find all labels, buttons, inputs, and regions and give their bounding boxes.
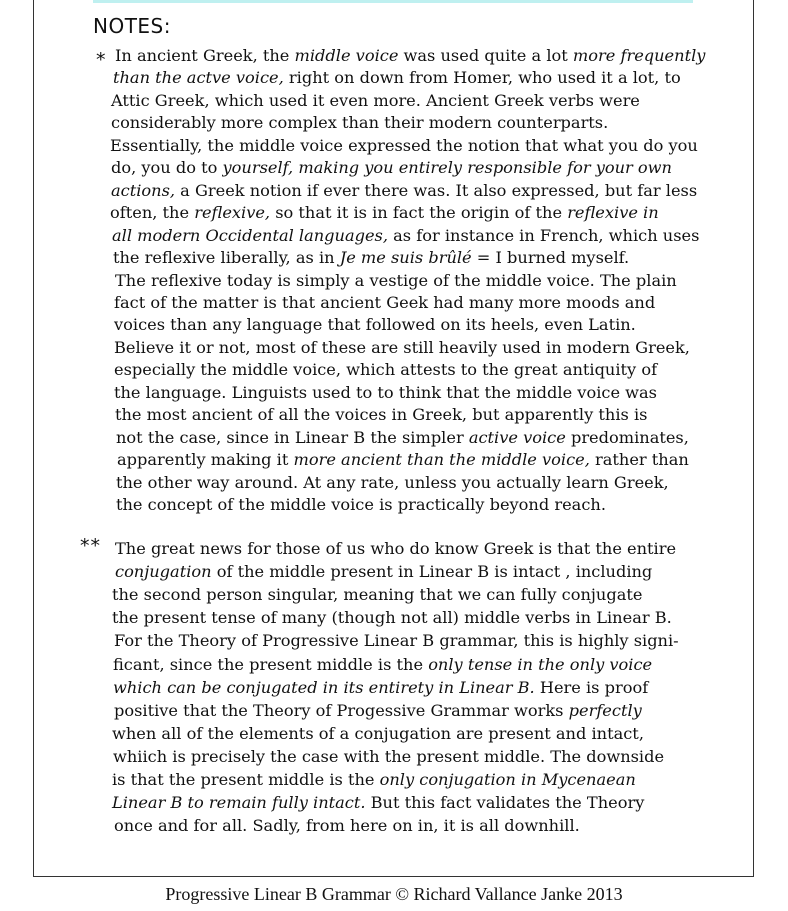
- italic-text: only tense in the only voice: [428, 654, 653, 674]
- note1-line: [116, 472, 669, 494]
- text-run: is that the present middle is the: [112, 770, 380, 789]
- copyright-footer: Progressive Linear B Grammar © Richard Vallance Janke 2013: [165, 884, 623, 904]
- text-run: as for instance in French, which uses: [388, 225, 700, 245]
- text-run: whiich is precisely the case with the present middle. The downside: [113, 746, 665, 766]
- text-run: The reflexive today is simply a vestige of the middle voice. The plain: [115, 270, 677, 290]
- text-run: Here is proof: [534, 677, 649, 697]
- note2-line: [114, 700, 642, 722]
- text-run: so that it is in fact the origin of the: [270, 203, 568, 223]
- text-run: a Greek notion if ever there was. It also expressed, but far less: [175, 180, 698, 200]
- note2-line: [112, 607, 672, 629]
- text-run: the present tense of many (though not all) middle verbs in Linear B.: [112, 608, 672, 628]
- note1-line: [114, 292, 655, 314]
- text-run: Attic Greek, which used it even more. Ancient Greek verbs were: [111, 90, 640, 110]
- italic-text: Je me suis brûlé: [339, 248, 472, 268]
- note2-line: [113, 746, 664, 768]
- note1-line: [113, 247, 629, 269]
- note2-line: [115, 538, 676, 560]
- note1-line: [115, 270, 677, 292]
- text-run: considerably more complex than their modern counterparts.: [111, 113, 609, 133]
- italic-text: actions,: [111, 180, 176, 200]
- italic-text: reflexive in: [567, 203, 659, 223]
- italic-text: yourself, making you entirely responsible for your own: [222, 158, 672, 178]
- italic-text: reflexive,: [194, 203, 271, 223]
- note1-line: [114, 337, 690, 359]
- note1-line: [111, 180, 697, 202]
- text-run: predominates,: [565, 427, 689, 447]
- text-run: Essentially, the middle voice expressed the notion that what you do you: [110, 135, 698, 155]
- note1-line: [110, 202, 659, 224]
- note2-line: [112, 584, 642, 606]
- text-run: For the Theory of Progressive Linear B grammar, this is highly signi-: [114, 631, 679, 651]
- note2-line: [115, 561, 652, 583]
- italic-text: more frequently: [572, 46, 706, 65]
- italic-text: more ancient than the middle voice,: [293, 450, 590, 470]
- text-run: The great news for those of us who do know Greek is that the entire: [115, 539, 677, 558]
- italic-text: active voice: [468, 427, 566, 447]
- text-run: often, the: [110, 203, 195, 223]
- text-run: do, you do to: [111, 158, 223, 178]
- text-run: when all of the elements of a conjugation are present and intact,: [112, 723, 644, 743]
- text-run: positive that the Theory of Progessive Grammar works: [114, 700, 569, 720]
- text-run: the concept of the middle voice is practically beyond reach.: [116, 495, 606, 514]
- note1-line: [112, 225, 699, 247]
- note2-line: [113, 654, 652, 676]
- text-run: voices than any language that followed on its heels, even Latin.: [114, 315, 636, 335]
- note1-line: [110, 135, 698, 157]
- note1-line: [115, 404, 647, 426]
- text-run: the other way around. At any rate, unless you actually learn Greek,: [116, 472, 669, 492]
- text-run: Believe it or not, most of these are still heavily used in modern Greek,: [114, 337, 690, 357]
- italic-text: conjugation: [115, 562, 212, 582]
- note2-line: [112, 792, 644, 814]
- note1-line: [113, 67, 681, 89]
- note2-marker: **: [80, 535, 101, 557]
- note1-line: [116, 494, 606, 516]
- note2-line: [114, 630, 679, 652]
- notes-heading: NOTES:: [93, 14, 171, 38]
- text-run: especially the middle voice, which attests to the great antiquity of: [114, 360, 658, 380]
- note2-line: [114, 815, 580, 837]
- note1-line: [114, 382, 657, 404]
- note1-line: [116, 427, 689, 449]
- note1-line: [111, 90, 640, 112]
- italic-text: all modern Occidental languages,: [112, 225, 389, 245]
- italic-text: which can be conjugated in its entirety in Linear B.: [113, 677, 535, 697]
- text-run: the language. Linguists used to to think that the middle voice was: [114, 382, 657, 402]
- text-run: once and for all. Sadly, from here on in, it is all downhill.: [114, 816, 580, 836]
- text-run: right on down from Homer, who used it a lot, to: [283, 68, 681, 88]
- note1-line: [115, 45, 705, 67]
- text-run: was used quite a lot: [398, 46, 573, 65]
- note1-line: [117, 449, 689, 471]
- note2-line: [113, 677, 648, 699]
- text-run: In ancient Greek, the: [115, 46, 295, 65]
- note1-line: [114, 359, 657, 381]
- text-run: = I burned myself.: [471, 248, 630, 268]
- note1-marker: *: [96, 49, 106, 71]
- italic-text: perfectly: [568, 700, 642, 720]
- italic-text: Linear B to remain fully intact.: [112, 793, 366, 813]
- note1-line: [111, 157, 672, 179]
- text-run: the reflexive liberally, as in: [113, 248, 340, 268]
- text-run: apparently making it: [117, 450, 294, 470]
- text-run: of the middle present in Linear B is intact , including: [211, 562, 653, 582]
- italic-text: only conjugation in Mycenaean: [379, 770, 636, 789]
- note1-line: [114, 314, 636, 336]
- text-run: ficant, since the present middle is the: [113, 654, 429, 674]
- italic-text: than the actve voice,: [113, 68, 284, 88]
- note2-line: [112, 723, 644, 745]
- note2-line: [112, 769, 636, 791]
- text-run: rather than: [589, 450, 689, 470]
- text-run: not the case, since in Linear B the simpler: [116, 427, 469, 447]
- text-run: the most ancient of all the voices in Greek, but apparently this is: [115, 405, 648, 425]
- text-run: But this fact validates the Theory: [365, 793, 645, 813]
- text-run: the second person singular, meaning that we can fully conjugate: [112, 585, 643, 605]
- note1-line: [111, 112, 608, 134]
- text-run: fact of the matter is that ancient Geek had many more moods and: [114, 292, 656, 312]
- italic-text: middle voice: [294, 46, 399, 65]
